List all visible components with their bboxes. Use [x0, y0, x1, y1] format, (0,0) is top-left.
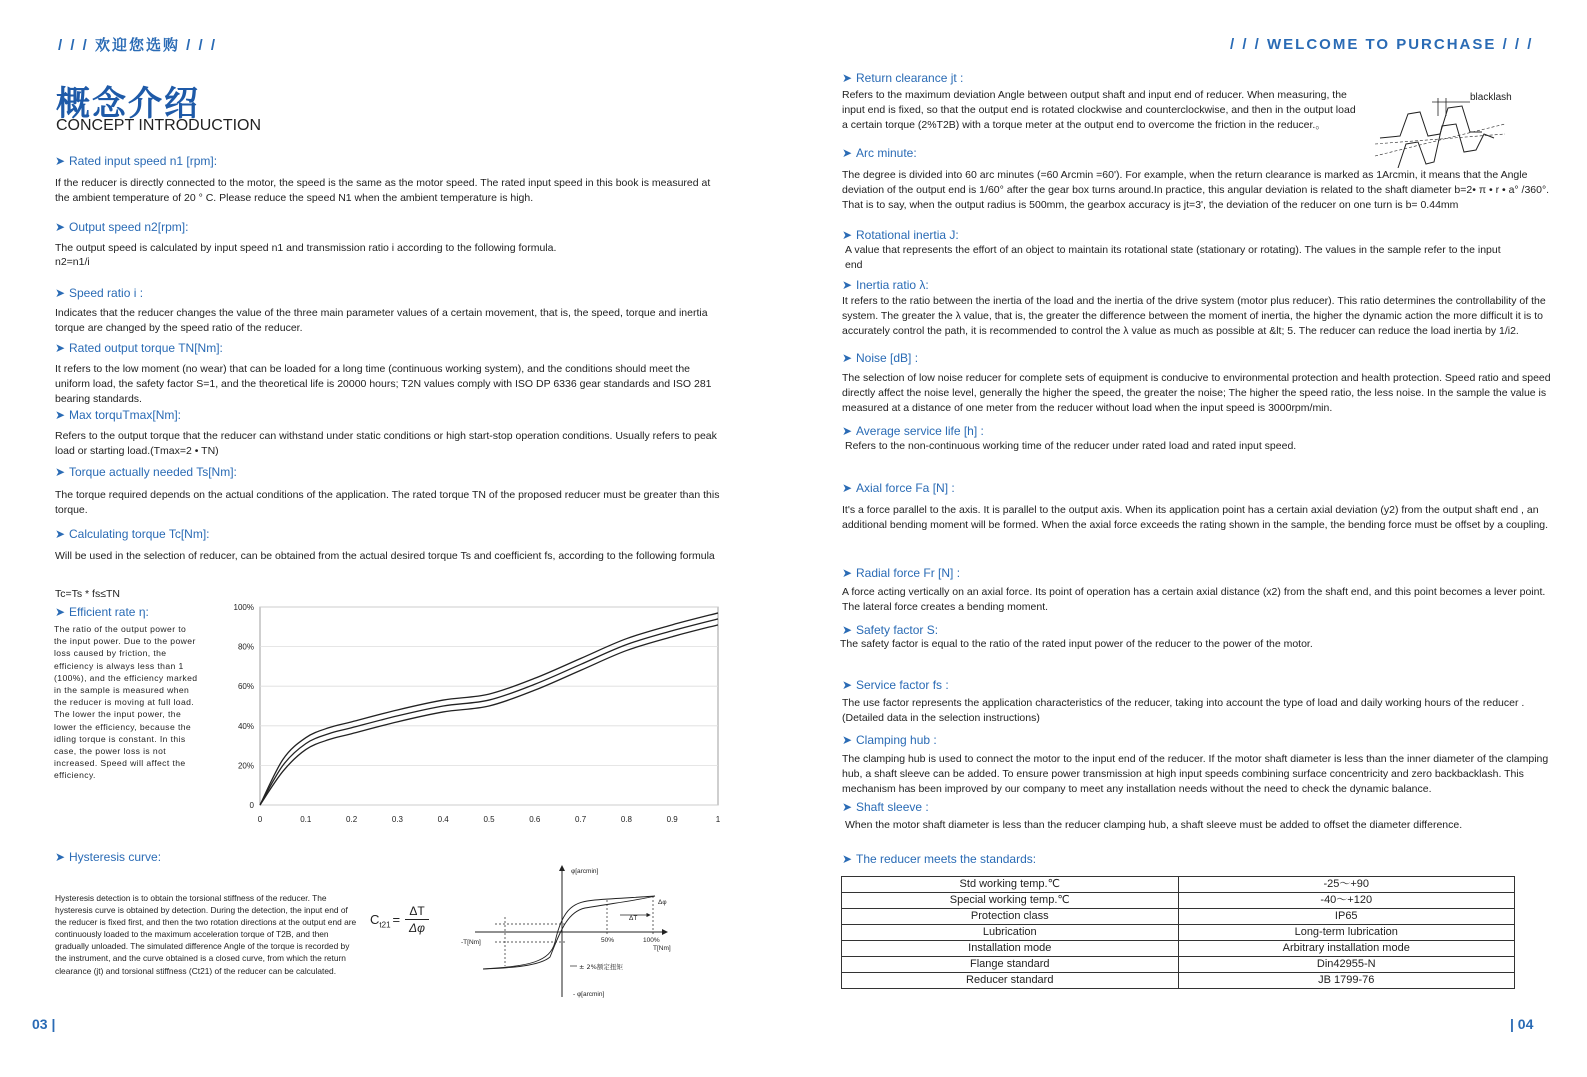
section-title: ➤ Torque actually needed Ts[Nm]: [55, 465, 237, 479]
efficiency-chart [225, 598, 725, 830]
standards-row [842, 925, 1515, 941]
standards-row [842, 941, 1515, 957]
fraction-bar [405, 919, 429, 920]
section-text: It refers to the ratio between the inertia of the load and the inertia of the drive system (motor plus reducer). This ratio determines the controllability of the system. The greater the λ value, that is, the greater the difference between the moment of inertia, the higher the dynamic action the more difficult it is to accurately control the path, it is recommended to control the λ value as much as possible at &lt; 5. The reducer can reduce the load inertia by 1/i2. [842, 295, 1546, 337]
section-title: ➤ Safety factor S: [842, 623, 939, 637]
standard-value: Long-term lubrication [1178, 925, 1515, 941]
arrow-icon: ➤ [55, 408, 66, 422]
standard-value: IP65 [1178, 909, 1515, 925]
label-100: 100% [643, 937, 660, 944]
arrow-icon: ➤ [55, 850, 66, 864]
section-text: Will be used in the selection of reducer, can be obtained from the actual desired torque Ts and coefficient fs, according to the following formula [55, 550, 715, 562]
y-tick-label: 100% [233, 603, 254, 612]
backlash-diagram [1370, 86, 1520, 168]
gear-teeth-lower [1398, 124, 1494, 168]
arrow-icon: ➤ [55, 286, 66, 300]
arrow-icon: ➤ [842, 71, 853, 85]
section-text: The use factor represents the application characteristics of the reducer, taking into account the type of load and daily working hours of the reducer . (Detailed data in the selection instructions) [842, 697, 1525, 724]
arrow-icon: ➤ [842, 733, 853, 747]
efficiency-series-line [260, 625, 718, 805]
section-text: The torque required depends on the actual conditions of the application. The rated torque TN of the proposed reducer must be greater than this torque. [55, 489, 720, 516]
standards-row [842, 973, 1515, 989]
page-number-right: | 04 [1510, 1016, 1534, 1032]
section-text: The ratio of the output power to the input power. Due to the power loss caused by friction, the efficiency is always less than 1 (100%), and the efficiency marked in the sample is measured when the reducer is moving at full load. The lower the input power, the lower the efficiency, because the idling torque is constant. In this case, the power loss is not increased. Speed will affect the efficiency. [54, 624, 198, 781]
section-title: ➤ Average service life [h] : [842, 424, 984, 438]
backlash-label: blacklash [1470, 92, 1512, 103]
arrow-icon: ➤ [55, 527, 66, 541]
section-title: ➤ Return clearance jt : [842, 71, 964, 85]
arrow-icon: ➤ [842, 678, 853, 692]
standards-row [842, 957, 1515, 973]
section-text: It's a force parallel to the axis. It is parallel to the output axis. When its application point has a certain axial deviation (y2) from the output shaft end , an additional bending moment will be formed. When the axial force exceeds the rating shown in the sample, the bending force must be offset by a coupling. [842, 504, 1549, 531]
section-title: ➤ Speed ratio i : [55, 286, 144, 300]
arrow-icon: ➤ [55, 154, 66, 168]
header-left: / / / 欢迎您选购 / / / [58, 37, 218, 54]
page-title-en: CONCEPT INTRODUCTION [56, 117, 262, 134]
section-text: Refers to the non-continuous working time of the reducer under rated load and rated input speed. [845, 440, 1297, 452]
section-text: A value that represents the effort of an object to maintain its rotational state (stationary or rotating). The values in the sample refer to the input end [845, 244, 1501, 271]
section-title: ➤ Service factor fs : [842, 678, 949, 692]
section-text: The clamping hub is used to connect the motor to the input end of the reducer. If the motor shaft diameter is less than the inner diameter of the clamping hub, a shaft sleeve can be added. To ensure power transmission at high input speeds combining surface concentricity and zero backbacklash. This mechanism has been improved by our company to meet any installation needs without the need to check the dynamic balance. [842, 753, 1549, 795]
section-title: ➤ Output speed n2[rpm]: [55, 220, 189, 234]
arrow-icon: ➤ [842, 800, 853, 814]
x-tick-label: 0.7 [575, 815, 587, 824]
section-text: The selection of low noise reducer for complete sets of equipment is conducive to environmental protection and health protection. Speed ratio and speed directly affect the noise level, generally the higher the speed, the greater the noise; The higher the speed ratio, the less noise. In the sample the value is measured at a distance of one meter from the reducer without load when the input speed is 3000rpm/min. [842, 372, 1551, 414]
x-tick-label: 1 [715, 815, 721, 824]
standards-row [842, 909, 1515, 925]
arrow-icon: ➤ [842, 228, 853, 242]
section-title: ➤ Radial force Fr [N] : [842, 566, 961, 580]
section-title: ➤ Hysteresis curve: [55, 850, 162, 864]
formula-denominator: Δφ [409, 921, 425, 935]
arrow-icon: ➤ [842, 566, 853, 580]
y-tick-label: 60% [237, 682, 254, 692]
x-tick-label: 0.3 [391, 815, 403, 824]
hysteresis-diagram [455, 862, 690, 1002]
section-title: ➤ Calculating torque Tc[Nm]: [55, 527, 210, 541]
x-tick-label: 0.8 [620, 815, 632, 824]
section-text: The output speed is calculated by input speed n1 and transmission ratio i according to the following formula. [55, 242, 557, 254]
y-tick-label: 0 [249, 801, 254, 810]
section-title: ➤ Shaft sleeve : [842, 800, 929, 814]
section-text: Indicates that the reducer changes the value of the three main parameter values of a certain movement, that is, the speed, torque and inertia torque are changed by the speed ratio of the reducer. [55, 307, 708, 334]
standard-item: Installation mode [842, 941, 1179, 957]
standard-item: Special working temp.℃ [842, 893, 1179, 909]
standards-row [842, 877, 1515, 893]
page-title-cn: 概念介绍 [56, 85, 200, 123]
y-bottom-label: - φ[arcmin] [573, 991, 605, 998]
x-tick-label: 0.4 [437, 815, 449, 824]
section-text: It refers to the low moment (no wear) that can be loaded for a long time (continuous working system), and the conditions should meet the uniform load, the safety factor S=1, and the theoretical life is 20000 hours; T2N values comply with ISO DP 6336 gear standards and ISO 281 bearing standards. [55, 363, 712, 405]
section-title: ➤ Inertia ratio λ: [842, 278, 929, 292]
standard-item: Protection class [842, 909, 1179, 925]
section-title: ➤ Efficient rate η: [55, 605, 149, 619]
standards-row [842, 893, 1515, 909]
section-text: Refers to the output torque that the reducer can withstand under static conditions or high start-stop operation conditions. Usually refers to peak load or starting load.(Tmax=2 • TN) [55, 430, 717, 457]
standards-table [841, 876, 1515, 989]
section-text: When the motor shaft diameter is less than the reducer clamping hub, a shaft sleeve must be added to offset the diameter difference. [845, 819, 1463, 831]
efficiency-series-line [260, 613, 718, 805]
section-text: Refers to the maximum deviation Angle between output shaft and input end of reducer. When measuring, the input end is fixed, so that the output end is rotated clockwise and counterclockwise, and then in the output load a certain torque (2%T2B) with a torque meter at the output end to overcome the friction in the reducer.。 [842, 89, 1356, 131]
pitch-line [1375, 124, 1505, 156]
formula: n2=n1/i [55, 256, 90, 268]
standard-value: JB 1799-76 [1178, 973, 1515, 989]
label-50: 50% [601, 937, 615, 944]
section-title: ➤ Rated output torque TN[Nm]: [55, 341, 223, 355]
arrow-icon: ➤ [55, 465, 66, 479]
section-title: ➤ The reducer meets the standards: [842, 852, 1037, 866]
section-text: If the reducer is directly connected to the motor, the speed is the same as the motor speed. The rated input speed in this book is measured at the ambient temperature of 20 ° C. Please reduce the speed N1 when the ambient temperature is high. [55, 177, 711, 204]
standard-item: Flange standard [842, 957, 1179, 973]
section-title: ➤ Axial force Fa [N] : [842, 481, 955, 495]
x-tick-label: 0.1 [300, 815, 312, 824]
x-right-label: T[Nm] [653, 945, 671, 952]
standard-value: -40～+120 [1178, 893, 1515, 909]
x-tick-label: 0.2 [346, 815, 358, 824]
torque-note: ± 2%额定扭矩 [579, 963, 623, 971]
standard-item: Reducer standard [842, 973, 1179, 989]
y-tick-label: 80% [237, 642, 254, 652]
x-left-label: -T[Nm] [461, 939, 481, 946]
arrow-icon: ➤ [55, 220, 66, 234]
section-title: ➤ Noise [dB] : [842, 351, 919, 365]
x-tick-label: 0.5 [483, 815, 495, 824]
y-top-label: φ[arcmin] [571, 868, 599, 875]
standard-item: Lubrication [842, 925, 1179, 941]
arrow-icon: ➤ [842, 278, 853, 292]
arrow-icon: ➤ [842, 852, 853, 866]
arrow-icon: ➤ [842, 146, 853, 160]
delta-t-label: ΔT [629, 915, 638, 922]
section-title: ➤ Clamping hub : [842, 733, 937, 747]
arrow-icon: ➤ [842, 424, 853, 438]
standard-value: Din42955-N [1178, 957, 1515, 973]
section-title: ➤ Max torquTmax[Nm]: [55, 408, 182, 422]
x-tick-label: 0.9 [666, 815, 678, 824]
standard-item: Std working temp.℃ [842, 877, 1179, 893]
gear-teeth-upper [1380, 106, 1482, 138]
section-title: ➤ Arc minute: [842, 146, 917, 160]
header-right: / / / WELCOME TO PURCHASE / / / [1230, 36, 1534, 53]
x-tick-label: 0 [257, 815, 263, 824]
delta-phi-label: Δφ [658, 899, 667, 906]
page-number-left: 03 | [32, 1016, 56, 1032]
standard-value: Arbitrary installation mode [1178, 941, 1515, 957]
section-text: Hysteresis detection is to obtain the torsional stiffness of the reducer. The hysteresis curve is obtained by detection. During the detection, the input end of the reducer is fixed first, and then the two rotation directions at the output end are continuously loaded to the maximum acceleration torque of T2B, and then gradually unloaded. The simulated difference Angle of the torque is recorded by the instrument, and the curve obtained is a closed curve, from which the return clearance (jt) and torsional stiffness (Ct21) of the reducer can be calculated. [55, 893, 357, 976]
section-text: A force acting vertically on an axial force. Its point of operation has a certain axial distance (x2) from the shaft end, and this point becomes a lever point. The lateral force creates a bending moment. [842, 586, 1546, 613]
x-tick-label: 0.6 [529, 815, 541, 824]
section-text: The safety factor is equal to the ratio of the rated input power of the reducer to the power of the motor. [840, 638, 1313, 650]
arrow-icon: ➤ [55, 341, 66, 355]
section-title: ➤ Rotational inertia J: [842, 228, 959, 242]
stiffness-formula: $C_{t21}$ = [370, 912, 401, 930]
y-tick-label: 20% [237, 761, 254, 771]
formula-numerator: ΔT [409, 904, 425, 918]
arrow-icon: ➤ [55, 605, 66, 619]
standard-value: -25～+90 [1178, 877, 1515, 893]
section-text: The degree is divided into 60 arc minutes (=60 Arcmin =60'). For example, when the return clearance is marked as 1Arcmin, it means that the Angle deviation of the output end is 1/60° after the gear box turns around.In practice, this angular deviation is related to the shaft diameter b=2• π • r • a° /360°. That is to say, when the output radius is 500mm, the gearbox accuracy is jt=3', the deviation of the reducer on one turn is b= 0.44mm [842, 169, 1550, 211]
arrow-icon: ➤ [842, 351, 853, 365]
formula: Tc=Ts * fs≤TN [55, 588, 120, 600]
section-title: ➤ Rated input speed n1 [rpm]: [55, 154, 218, 168]
arrow-icon: ➤ [842, 481, 853, 495]
y-tick-label: 40% [237, 721, 254, 731]
arrow-icon: ➤ [842, 623, 853, 637]
